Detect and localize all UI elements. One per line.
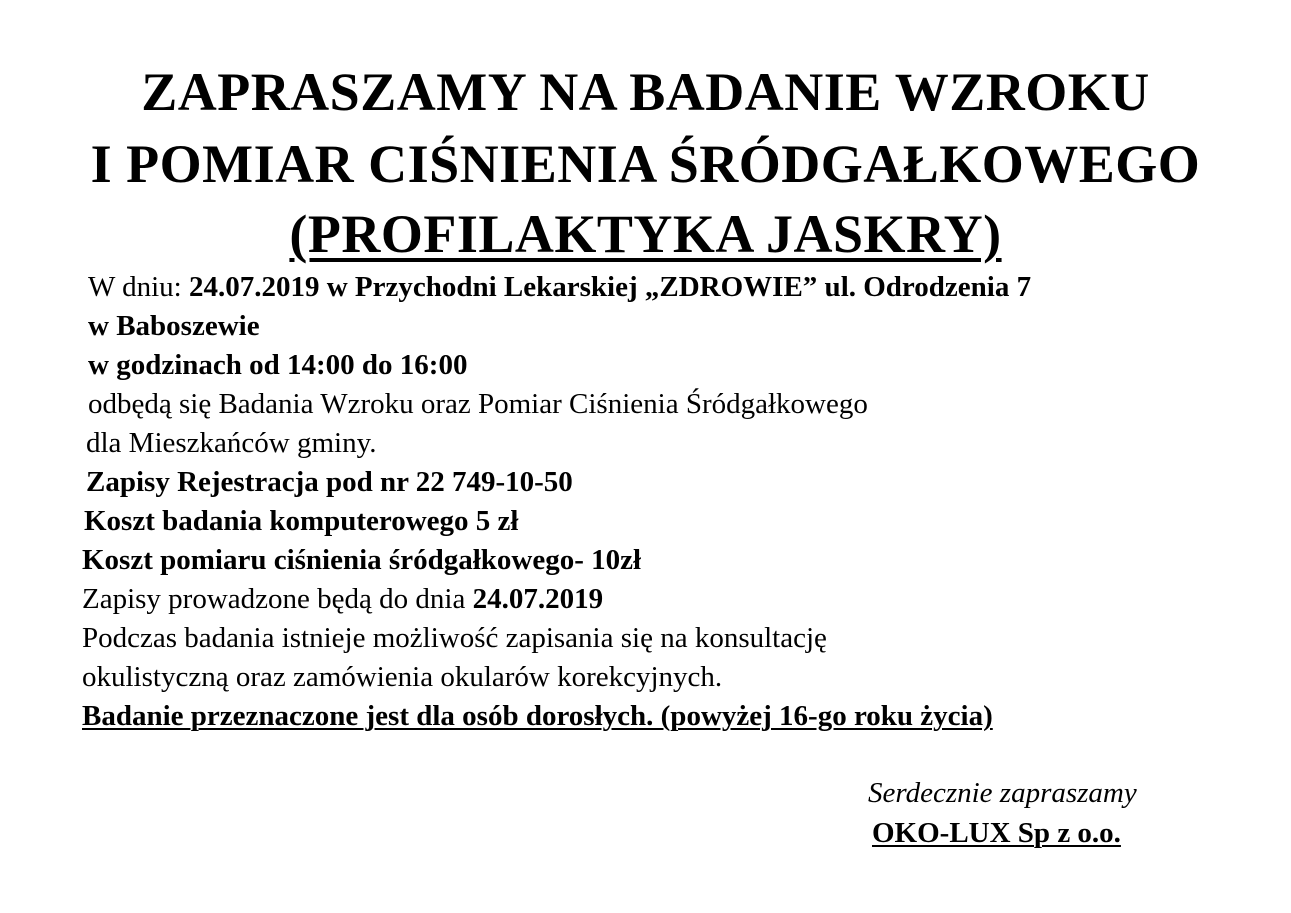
hours-line: w godzinach od 14:00 do 16:00	[88, 349, 468, 381]
cost-pressure-line: Koszt pomiaru ciśnienia śródgałkowego- 10zł	[82, 544, 642, 576]
cost-computer-line: Koszt badania komputerowego 5 zł	[84, 505, 519, 537]
consult-line-1: Podczas badania istnieje możliwość zapisania się na konsultację	[82, 622, 827, 654]
date-location-line	[88, 269, 1031, 305]
consult-line-2: okulistyczną oraz zamówienia okularów korekcyjnych.	[82, 661, 723, 693]
title-line-1: ZAPRASZAMY NA BADANIE WZROKU	[141, 62, 1150, 122]
title-line-3: (PROFILAKTYKA JASKRY)	[289, 204, 1002, 264]
services-line-2: dla Mieszkańców gminy.	[86, 427, 377, 459]
signup-line	[82, 581, 603, 617]
title-line-2: I POMIAR CIŚNIENIA ŚRÓDGAŁKOWEGO	[90, 134, 1201, 194]
closing-greeting: Serdecznie zapraszamy	[868, 777, 1137, 809]
adults-note: Badanie przeznaczone jest dla osób dorosłych. (powyżej 16-go roku życia)	[82, 700, 993, 732]
town-line: w Baboszewie	[88, 310, 260, 342]
date-prefix: W dniu:	[88, 271, 189, 303]
services-line-1: odbędą się Badania Wzroku oraz Pomiar Ciśnienia Śródgałkowego	[88, 388, 868, 420]
date-location: 24.07.2019 w Przychodni Lekarskiej „ZDROWIE” ul. Odrodzenia 7	[188, 271, 1032, 303]
registration-line: Zapisy Rejestracja pod nr 22 749-10-50	[86, 466, 573, 498]
signup-date: 24.07.2019	[472, 583, 604, 615]
company-name: OKO-LUX Sp z o.o.	[872, 817, 1121, 849]
signup-prefix: Zapisy prowadzone będą do dnia	[82, 583, 473, 615]
